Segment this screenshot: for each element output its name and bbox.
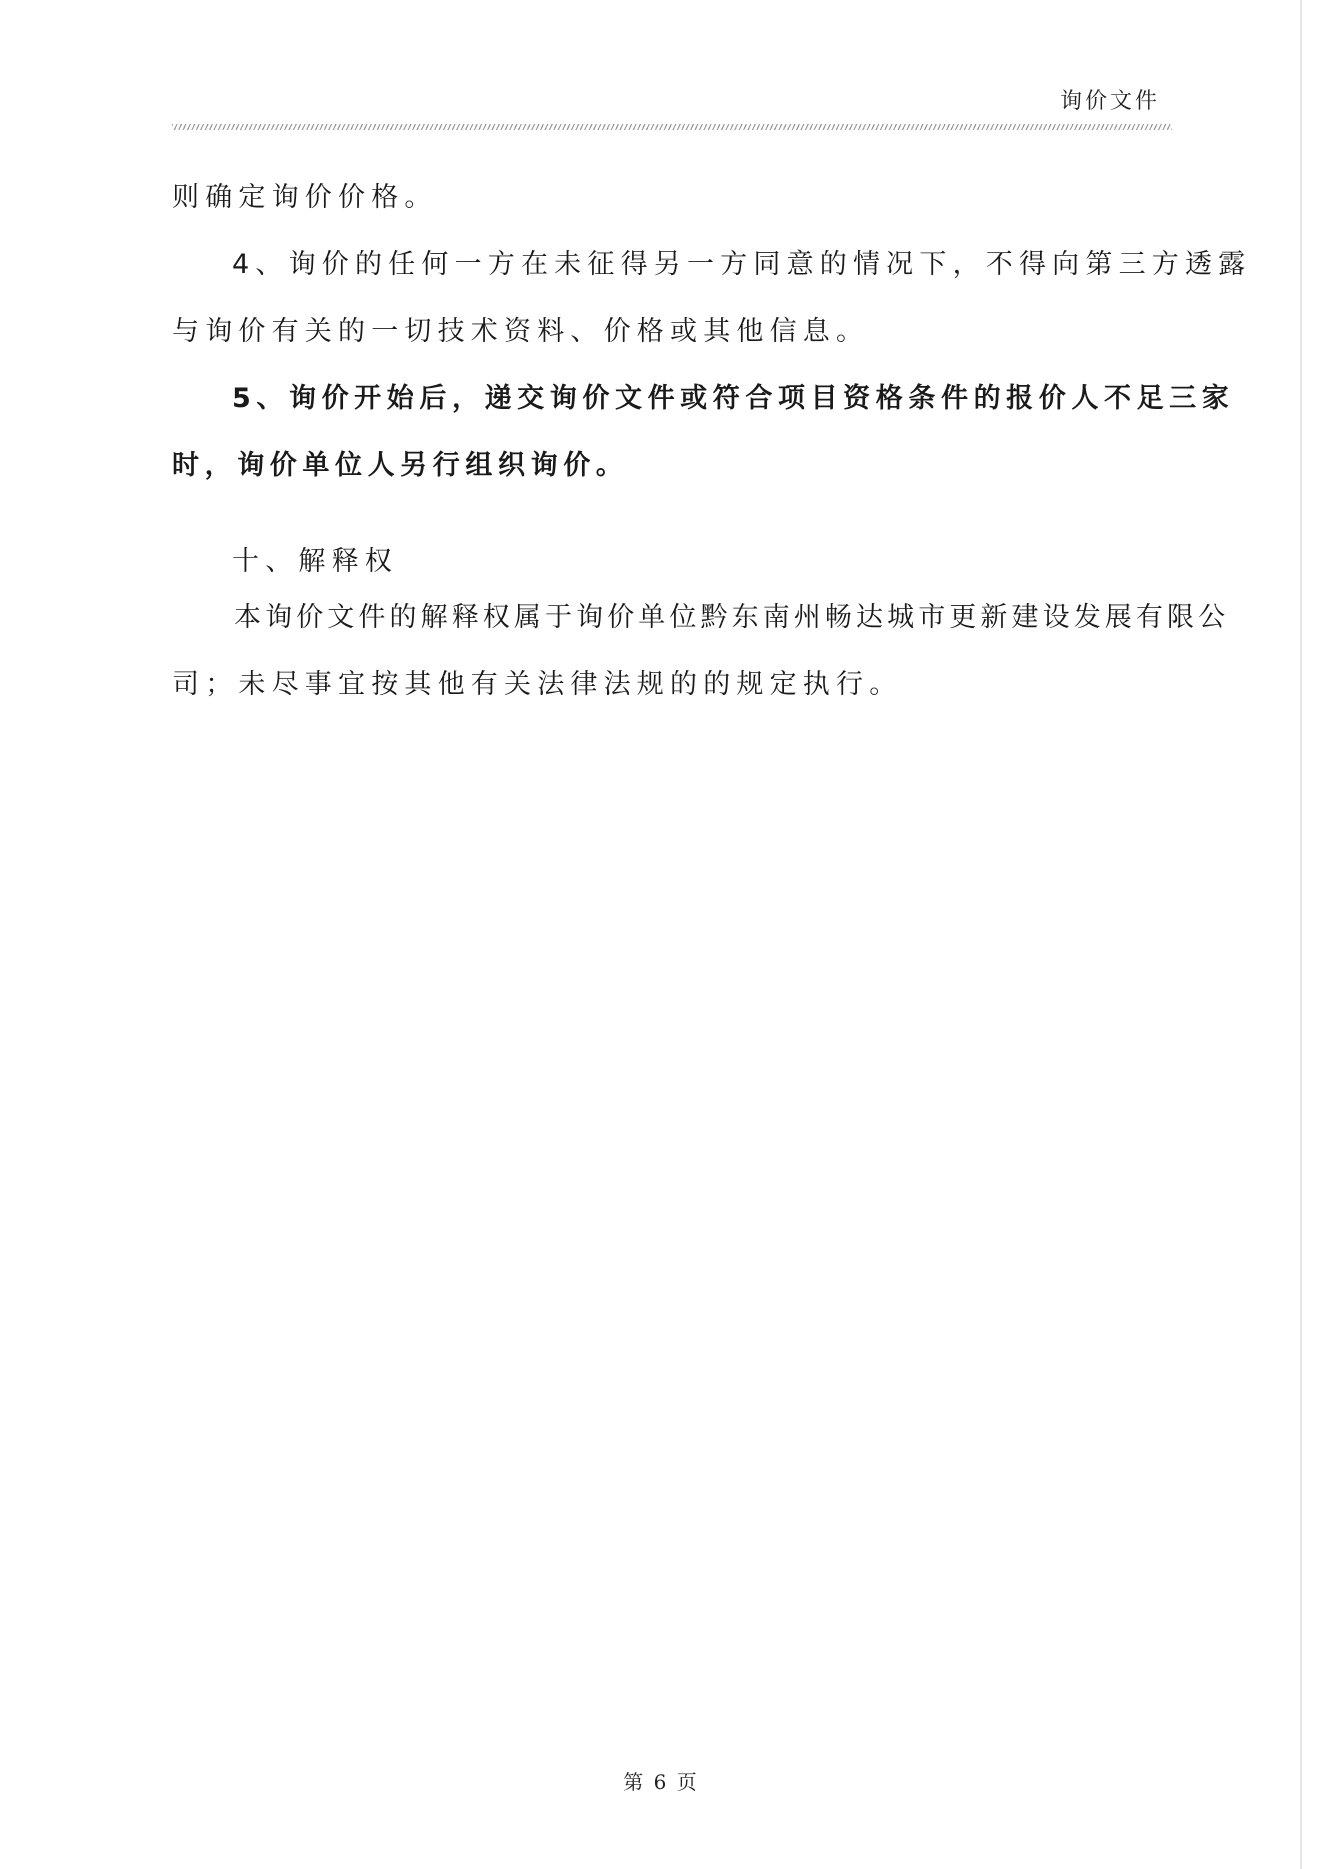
paragraph-line: 本询价文件的解释权属于询价单位黔东南州畅达城市更新建设发展有限公 [234, 602, 1230, 633]
paragraph-line: 则确定询价价格。 [172, 182, 438, 213]
page-number: 第 6 页 [623, 1770, 699, 1794]
paragraph-line: 司；未尽事宜按其他有关法律法规的的规定执行。 [172, 669, 903, 700]
paragraph-line-bold: 5、询价开始后，递交询价文件或符合项目资格条件的报价人不足三家 [232, 383, 1235, 414]
scan-edge-line [1300, 0, 1302, 1869]
paragraph-line: 与询价有关的一切技术资料、价格或其他信息。 [172, 316, 870, 347]
section-heading: 十、解释权 [232, 546, 398, 577]
body-text [172, 178, 1252, 705]
header-title: 询价文件 [1059, 89, 1160, 114]
paragraph-line: 4、询价的任何一方在未征得另一方同意的情况下，不得向第三方透露 [232, 249, 1252, 280]
paragraph-line-bold: 时，询价单位人另行组织询价。 [172, 450, 629, 481]
page-header [172, 70, 1172, 130]
header-rule [172, 124, 1172, 130]
